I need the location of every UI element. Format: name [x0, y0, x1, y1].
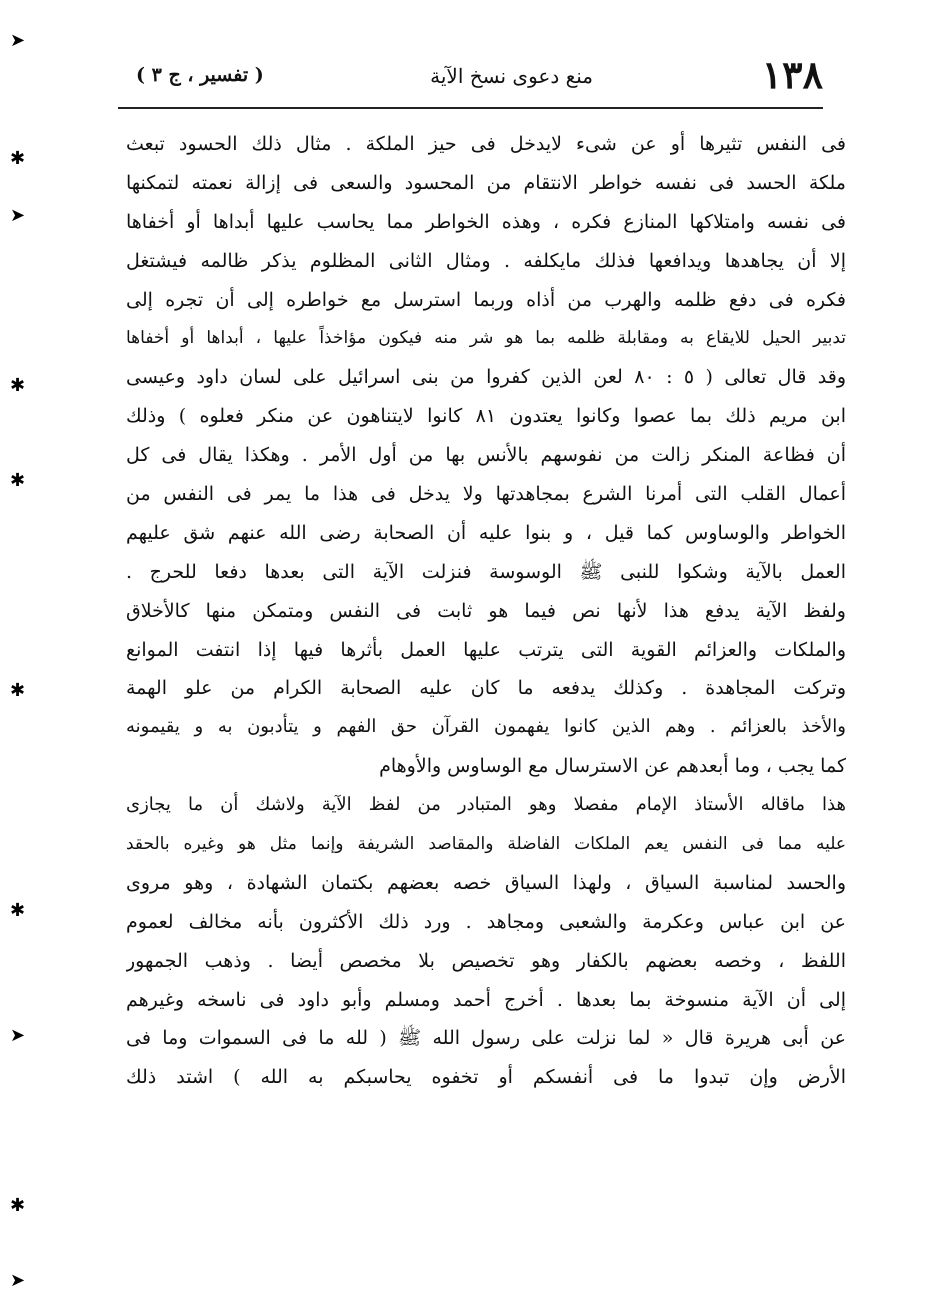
running-title: منع دعوى نسخ الآية [430, 64, 593, 88]
header-rule [118, 107, 823, 109]
text-line: عليه مما فى النفس يعم الملكات الفاضلة والمقاصد الشريفة وإنما مثل هو وغيره بالحقد [126, 834, 846, 855]
text-line: ابن مريم ذلك بما عصوا وكانوا يعتدون ٨١ كانوا لايتناهون عن منكر فعلوه ) وذلك [126, 405, 846, 428]
body-text [126, 125, 846, 1097]
text-line: كما يجب ، وما أبعدهم عن الاسترسال مع الوساوس والأوهام [379, 755, 846, 778]
text-line: أن فظاعة المنكر زالت من نفوسهم بالأنس بها من أول الأمر . وهكذا يقال فى كل [126, 444, 846, 467]
margin-mark: ➤ [10, 1270, 26, 1291]
paragraph-2 [126, 786, 846, 1097]
margin-mark: ✱ [10, 1195, 26, 1216]
margin-mark: ✱ [10, 148, 26, 169]
text-line: تدبير الحيل للايقاع به ومقابلة ظلمه بما هو شر منه فيكون مؤاخذاً عليها ، أبداها أو أخفاها [126, 328, 846, 349]
text-line: العمل بالآية وشكوا للنبى ﷺ الوسوسة فنزلت الآية التى بعدها دفعا للحرج . [126, 560, 846, 583]
margin-mark: ✱ [10, 470, 26, 491]
margin-mark: ✱ [10, 900, 26, 921]
margin-mark: ➤ [10, 1025, 26, 1046]
text-line: وقد قال تعالى ( ٥ : ٨٠ لعن الذين كفروا من بنى اسرائيل على لسان داود وعيسى [126, 366, 846, 389]
text-line: فى نفسه وامتلاكها المنازع فكره ، وهذه الخواطر مما يحاسب عليها أبداها أو أخفاها [126, 210, 846, 233]
paragraph-1 [126, 125, 846, 786]
text-line: والأخذ بالعزائم . وهم الذين كانوا يفهمون القرآن حق الفهم و يتأدبون به و يقيمونه [126, 716, 846, 738]
margin-mark: ✱ [10, 375, 26, 396]
text-line: أعمال القلب التى أمرنا الشرع بمجاهدتها ولا يدخل فى هذا ما يمر فى النفس من [126, 483, 846, 506]
page-header [118, 52, 823, 104]
text-line: فكره فى دفع ظلمه والهرب من أذاه وربما استرسل مع خواطره إلى أن تجره إلى [126, 288, 846, 311]
text-line: هذا ماقاله الأستاذ الإمام مفصلا وهو المتبادر من لفظ الآية ولاشك أن ما يجازى [126, 794, 846, 816]
text-line: ولفظ الآية يدفع هذا لأنها نص فيما هو ثابت فى النفس ومتمكن منها كالأخلاق [126, 599, 846, 622]
text-line: الخواطر والوساوس كما قيل ، و بنوا عليه أن الصحابة رضى الله عنهم شق عليهم [126, 521, 846, 544]
text-line: فى النفس تثيرها أو عن شىء لايدخل فى حيز الملكة . مثال ذلك الحسود تبعث [126, 133, 846, 155]
margin-mark: ✱ [10, 680, 26, 701]
book-reference: ( تفسير ، ج ٣ ) [136, 64, 264, 86]
page-number: ١٣٨ [761, 52, 823, 97]
text-line: والملكات والعزائم القوية التى يترتب عليها العمل بأثرها فيها إذا انتفت الموانع [126, 638, 846, 661]
text-line: وتركت المجاهدة . وكذلك يدفعه ما كان عليه الصحابة الكرام من علو الهمة [126, 677, 846, 700]
text-line: والحسد لمناسبة السياق ، ولهذا السياق خصه بعضهم بكتمان الشهادة ، وهو مروى [126, 871, 846, 894]
text-line: الأرض وإن تبدوا ما فى أنفسكم أو تخفوه يحاسبكم به الله ) اشتد ذلك [126, 1066, 846, 1089]
margin-mark: ➤ [10, 205, 26, 226]
text-line: اللفظ ، وخصه بعضهم بالكفار وهو تخصيص بلا مخصص أيضا . وذهب الجمهور [126, 949, 846, 972]
text-line: عن ابن عباس وعكرمة والشعبى ومجاهد . ورد ذلك الأكثرون بأنه مخالف لعموم [126, 910, 846, 933]
text-line: إلا أن يجاهدها ويدافعها فذلك مايكلفه . ومثال الثانى المظلوم يذكر ظالمه فيشتغل [126, 249, 846, 272]
text-line: إلى أن الآية منسوخة بما بعدها . أخرج أحمد ومسلم وأبو داود فى ناسخه وغيرهم [126, 988, 846, 1011]
text-line: عن أبى هريرة قال « لما نزلت على رسول الله ﷺ ( لله ما فى السموات وما فى [126, 1027, 846, 1050]
text-line: ملكة الحسد فى نفسه خواطر الانتقام من المحسود والسعى فى إزالة نعمته لتمكنها [126, 171, 846, 194]
margin-mark: ➤ [10, 30, 26, 51]
